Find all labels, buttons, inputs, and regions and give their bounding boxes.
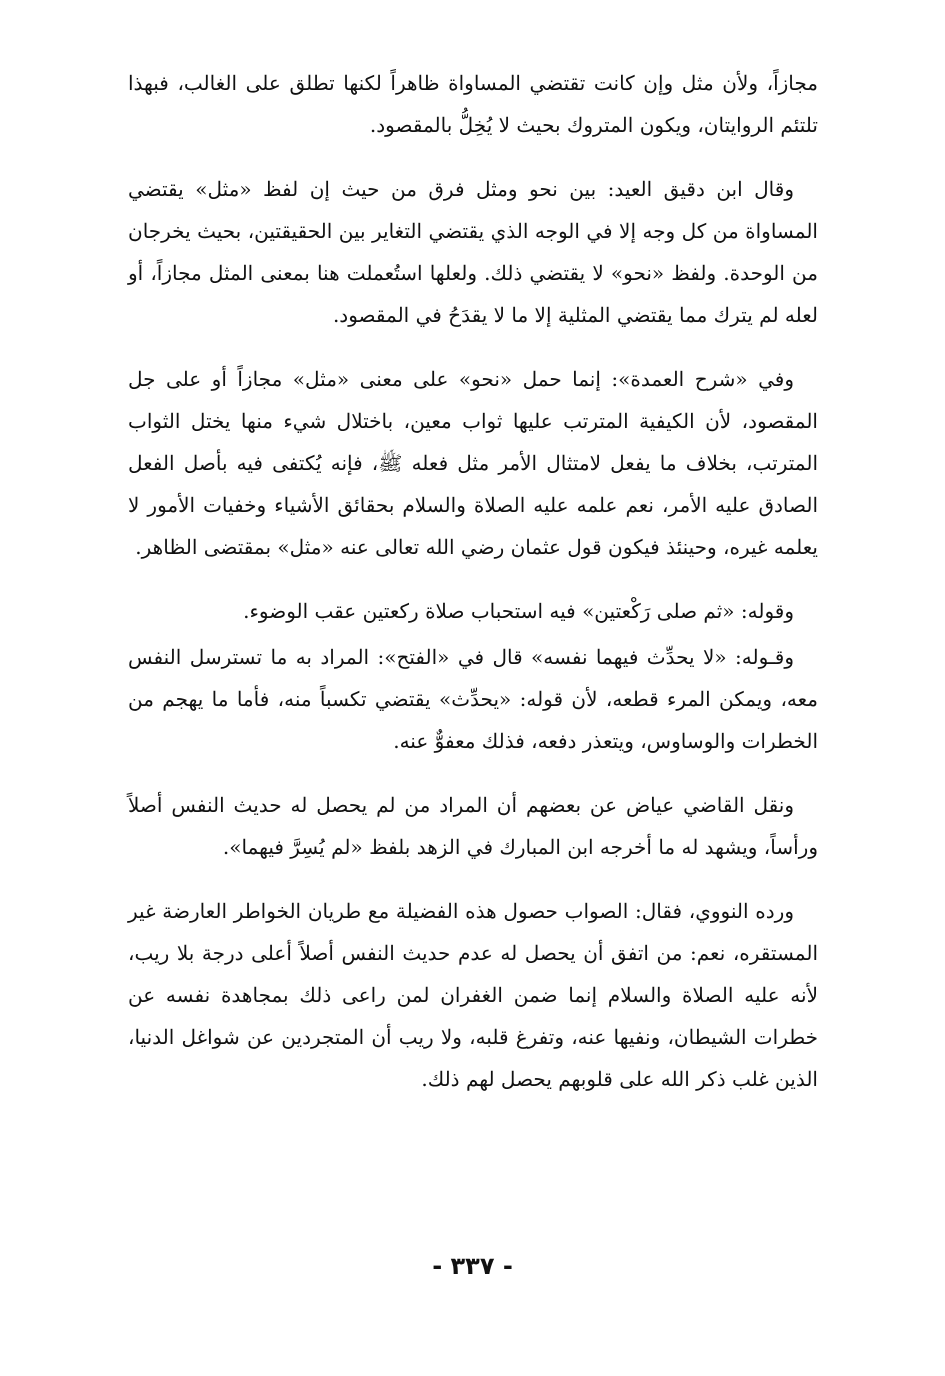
paragraph-5: وقـوله: «لا يحدِّث فيهما نفسه» قال في «الفتح»: المراد به ما تسترسل النفس معه، ويمكن المرء قطعه، لأن قوله: «يحدِّث» يقتضي تكسباً منه، فأما ما يهجم من الخطرات والوساوس، ويتعذر دفعه، فذلك معفوٌّ عنه. [128, 645, 818, 753]
paragraph-3: وفي «شرح العمدة»: إنما حمل «نحو» على معنى «مثل» مجازاً أو على جل المقصود، لأن الكيفية المترتب عليها ثواب معين، باختلال شيء منها يختل الثواب المترتب، بخلاف ما يفعل لامتثال الأمر مثل فعله ﷺ، فإنه يُكتفى فيه بأصل الفعل الصادق عليه الأمر، نعم علمه عليه الصلاة والسلام بحقائق الأشياء وخفيات الأمور لا يعلمه غيره، وحينئذ فيكون قول عثمان رضي الله تعالى عنه «مثل» بمقتضى الظاهر. [128, 367, 818, 559]
page-number: - ٣٣٧ - [432, 1252, 513, 1280]
paragraph-1: مجازاً، ولأن مثل وإن كانت تقتضي المساواة ظاهراً لكنها تطلق على الغالب، فبهذا تلتئم الروايتان، ويكون المتروك بحيث لا يُخِلُّ بالمقصود. [128, 71, 818, 137]
paragraph-2: وقال ابن دقيق العيد: بين نحو ومثل فرق من حيث إن لفظ «مثل» يقتضي المساواة من كل وجه إلا في الوجه الذي يقتضي التغاير بين الحقيقتين، بحيث يخرجان من الوحدة. ولفظ «نحو» لا يقتضي ذلك. ولعلها استُعملت هنا بمعنى المثل مجازاً، أو لعله لم يترك مما يقتضي المثلية إلا ما لا يقدَحُ في المقصود. [128, 177, 818, 327]
paragraph-4: وقوله: «ثم صلى رَكْعتين» فيه استحباب صلاة ركعتين عقب الوضوء. [243, 599, 794, 623]
paragraph-6: ونقل القاضي عياض عن بعضهم أن المراد من لم يحصل له حديث النفس أصلاً ورأساً، ويشهد له ما أخرجه ابن المبارك في الزهد بلفظ «لم يُسِرَّ فيهما». [128, 793, 818, 859]
page-body [128, 62, 818, 1100]
paragraph-7: ورده النووي، فقال: الصواب حصول هذه الفضيلة مع طريان الخواطر العارضة غير المستقره، نعم: من اتفق أن يحصل له عدم حديث النفس أصلاً أعلى درجة بلا ريب، لأنه عليه الصلاة والسلام إنما ضمن الغفران لمن راعى ذلك بمجاهدة نفسه عن خطرات الشيطان، ونفيها عنه، وتفرغ قلبه، ولا ريب أن المتجردين عن شواغل الدنيا، الذين غلب ذكر الله على قلوبهم يحصل لهم ذلك. [128, 899, 818, 1091]
